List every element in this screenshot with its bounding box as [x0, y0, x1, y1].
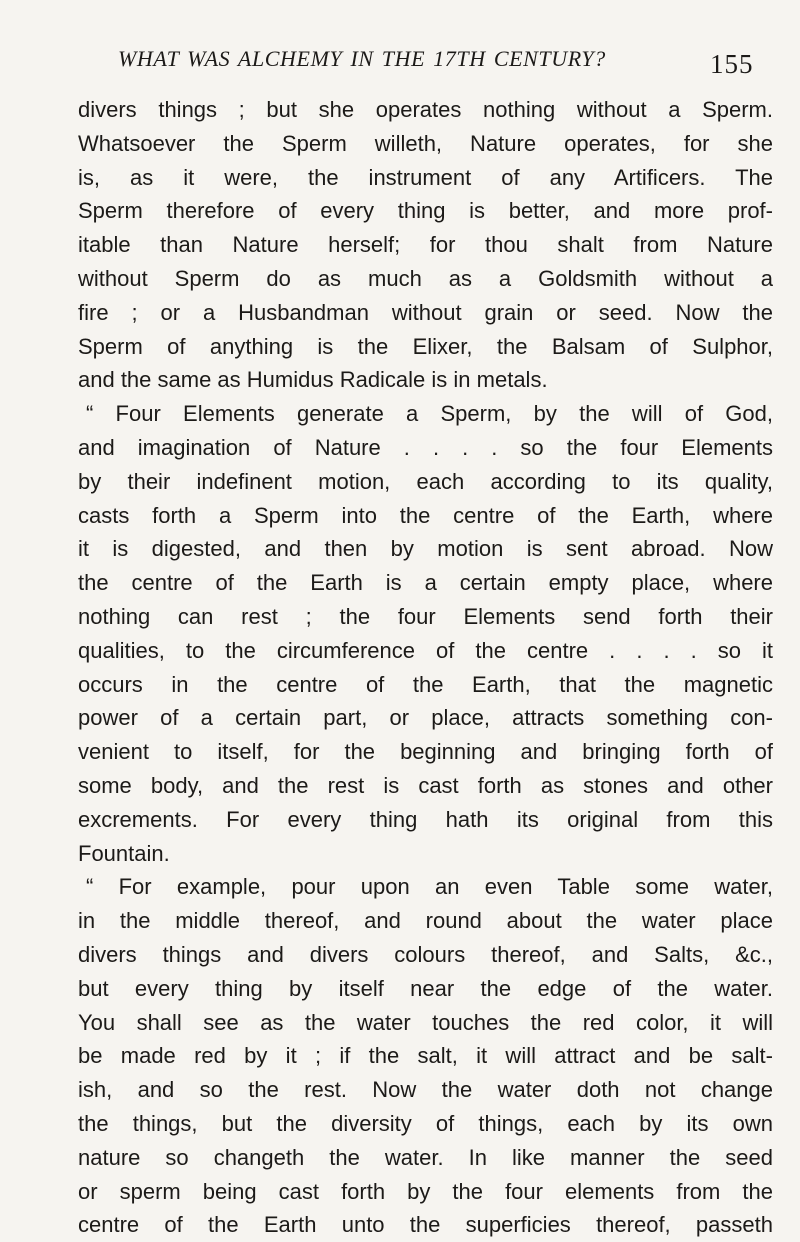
text-line: and the same as Humidus Radicale is in metals. [78, 367, 548, 393]
text-line: divers things and divers colours thereof, and Salts, &c., [78, 941, 773, 967]
body-text [78, 93, 773, 1242]
running-title: WHAT WAS ALCHEMY IN THE 17TH CENTURY? [118, 46, 606, 71]
text-line: be made red by it ; if the salt, it will attract and be salt- [78, 1043, 773, 1069]
text-line: “ For example, pour upon an even Table some water, [86, 874, 773, 900]
text-line: some body, and the rest is cast forth as stones and other [78, 772, 773, 798]
text-line: divers things ; but she operates nothing without a Sperm. [78, 97, 773, 122]
text-line: it is digested, and then by motion is sent abroad. Now [78, 536, 773, 562]
text-line: power of a certain part, or place, attracts something con- [78, 705, 773, 731]
text-line: qualities, to the circumference of the centre . . . . so it [78, 637, 773, 663]
text-line: itable than Nature herself; for thou shalt from Nature [78, 232, 773, 258]
text-line: excrements. For every thing hath its original from this [78, 806, 773, 832]
text-line: centre of the Earth unto the superficies thereof, passeth [78, 1212, 773, 1238]
text-line: occurs in the centre of the Earth, that the magnetic [78, 671, 773, 697]
text-line: or sperm being cast forth by the four elements from the [78, 1178, 773, 1204]
text-line: by their indefinent motion, each according to its quality, [78, 468, 773, 494]
text-line: Sperm therefore of every thing is better, and more prof- [78, 198, 773, 224]
text-line: the things, but the diversity of things, each by its own [78, 1110, 773, 1136]
text-line: fire ; or a Husbandman without grain or seed. Now the [78, 299, 773, 325]
text-line: without Sperm do as much as a Goldsmith without a [78, 265, 773, 291]
text-line: nothing can rest ; the four Elements send forth their [78, 603, 773, 629]
text-line: ish, and so the rest. Now the water doth not change [78, 1077, 773, 1103]
text-line: Fountain. [78, 840, 170, 866]
text-line: Sperm of anything is the Elixer, the Balsam of Sulphor, [78, 333, 773, 359]
text-line: in the middle thereof, and round about the water place [78, 908, 773, 934]
text-line: You shall see as the water touches the red color, it will [78, 1009, 773, 1035]
text-line: and imagination of Nature . . . . so the four Elements [78, 434, 773, 460]
text-line: “ Four Elements generate a Sperm, by the will of God, [86, 401, 773, 427]
text-line: nature so changeth the water. In like manner the seed [78, 1144, 773, 1170]
text-line: casts forth a Sperm into the centre of the Earth, where [78, 502, 773, 528]
text-line: but every thing by itself near the edge of the water. [78, 975, 773, 1001]
text-line: venient to itself, for the beginning and bringing forth of [78, 739, 773, 765]
text-line: the centre of the Earth is a certain empty place, where [78, 570, 773, 596]
running-head [118, 44, 758, 84]
page-number: 155 [710, 49, 754, 79]
text-line: Whatsoever the Sperm willeth, Nature operates, for she [78, 130, 773, 156]
text-line: is, as it were, the instrument of any Artificers. The [78, 164, 773, 190]
